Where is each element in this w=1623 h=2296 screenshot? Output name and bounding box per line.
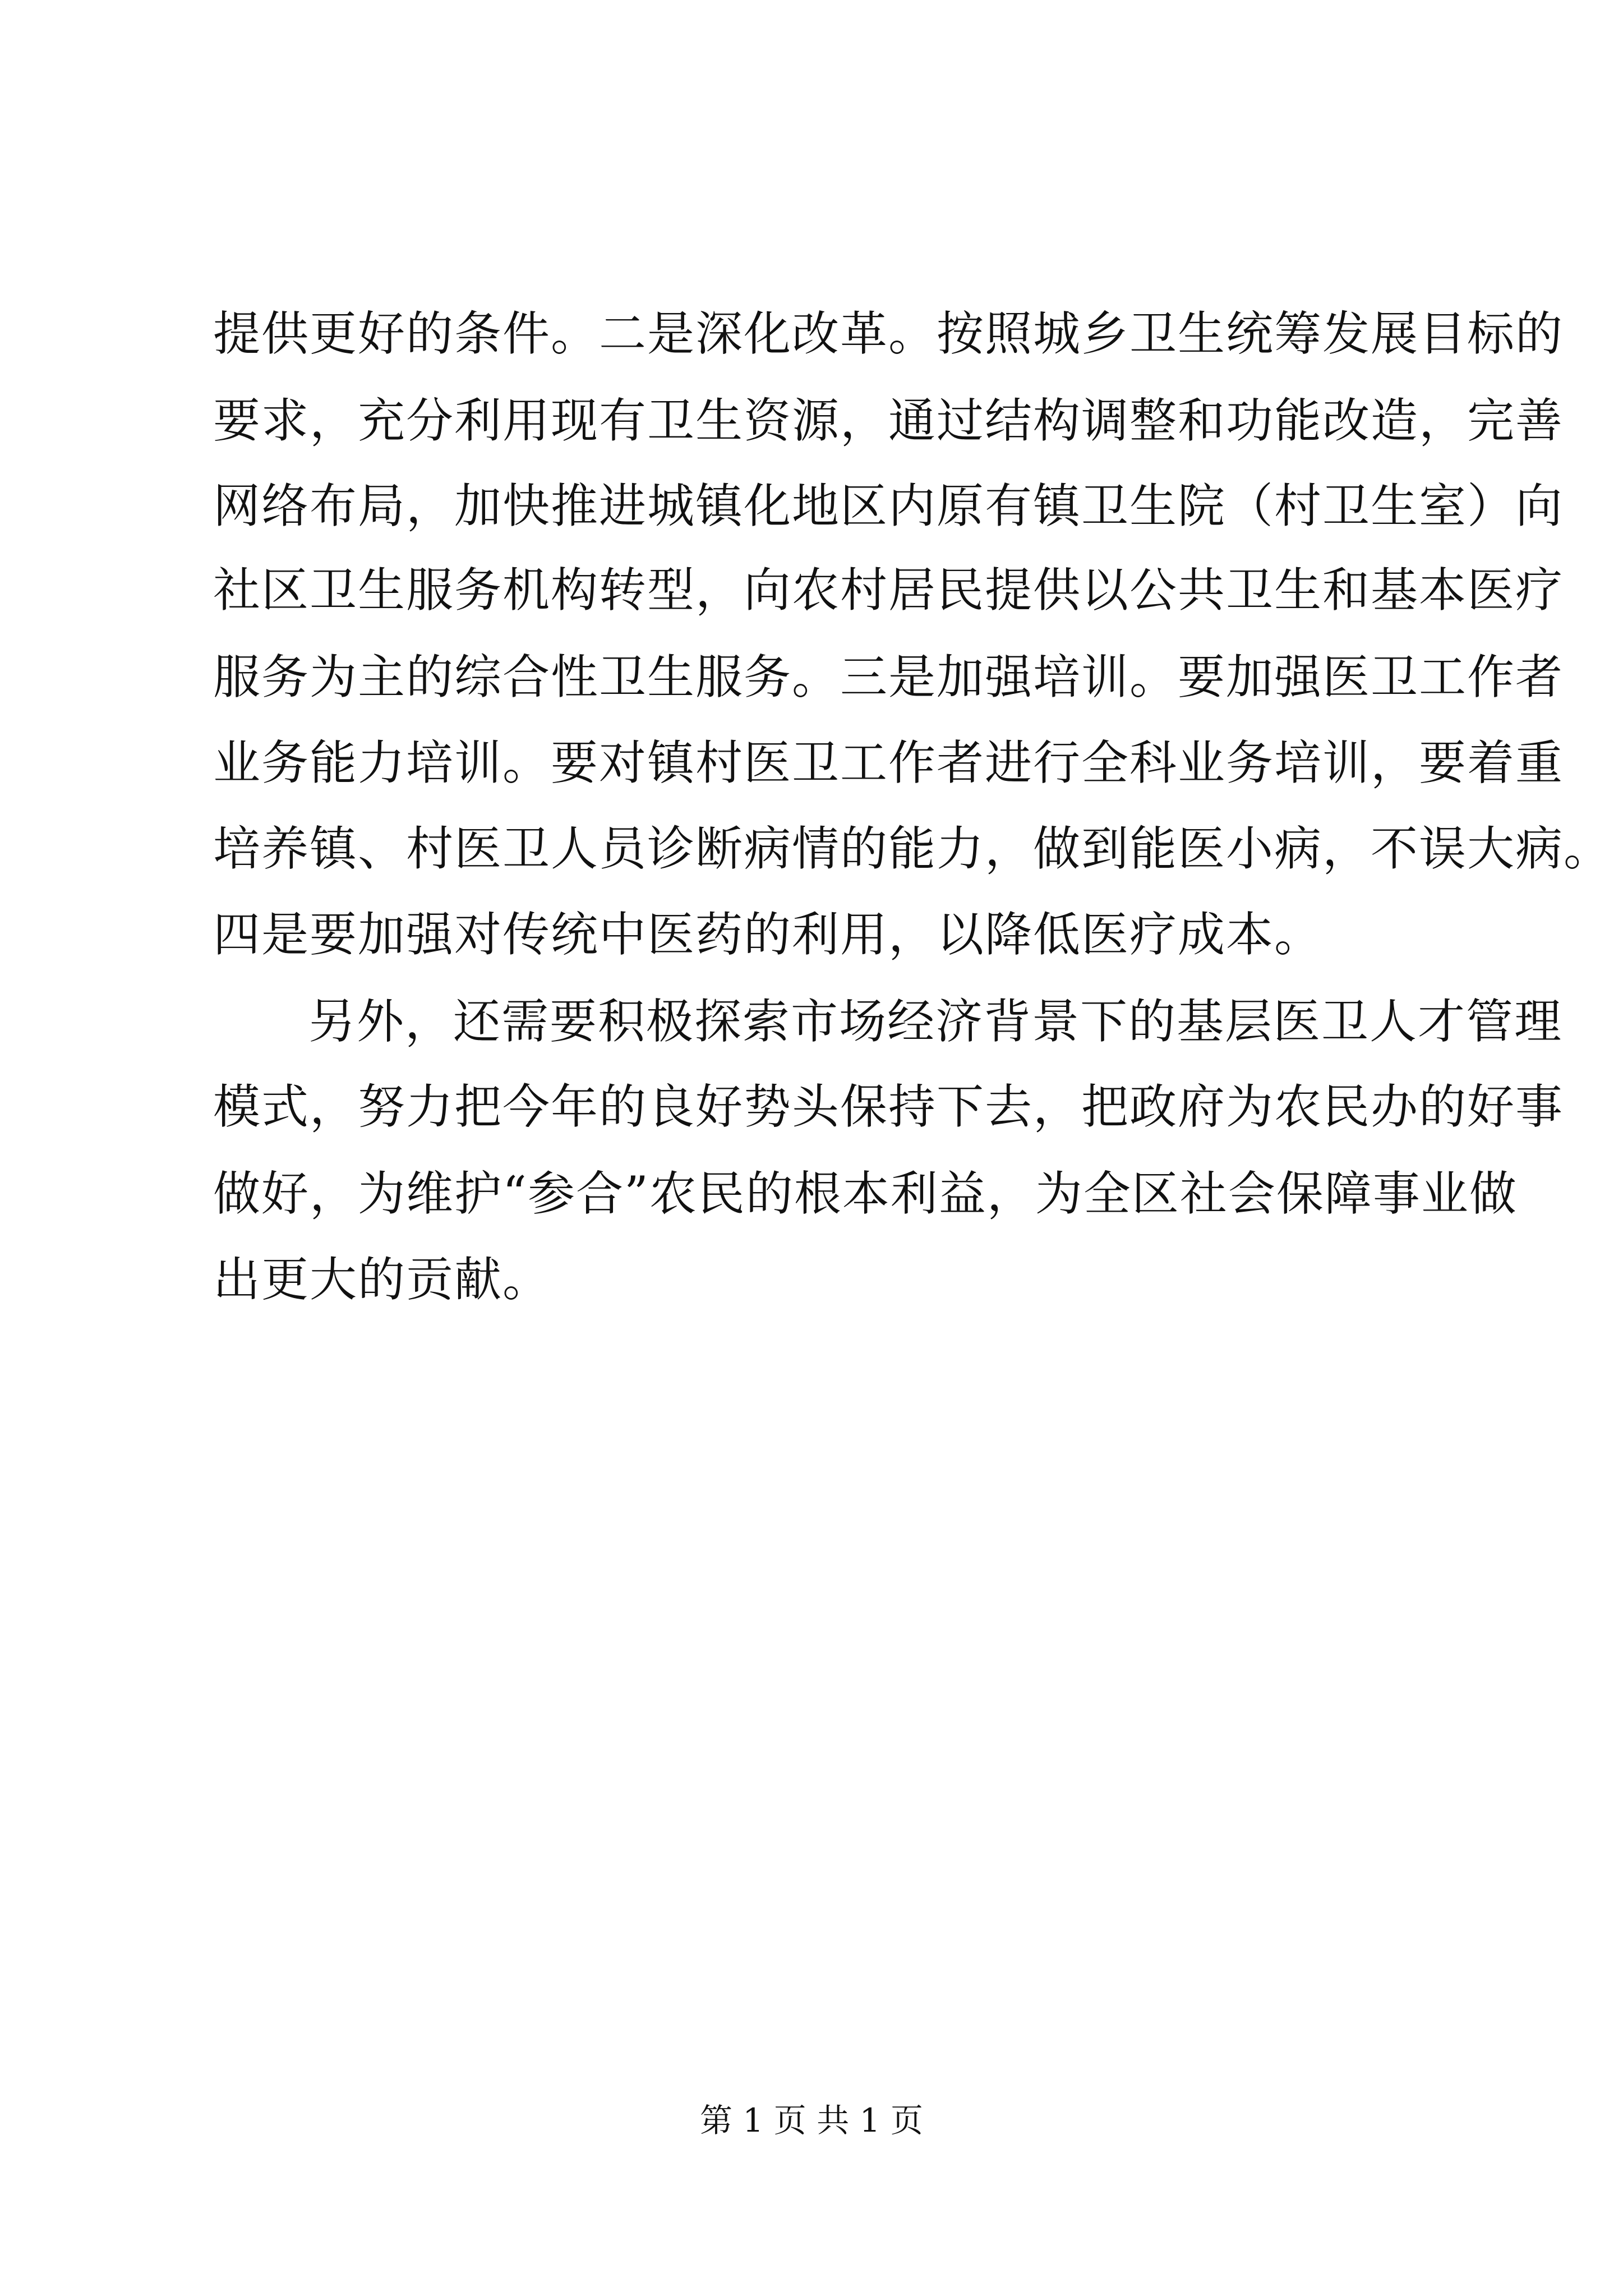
text-line: 做好，为维护“参合”农民的根本利益，为全区社会保障事业做 [213,1166,1518,1221]
text-line: 社区卫生服务机构转型，向农村居民提供以公共卫生和基本医疗 [213,563,1564,618]
text-line: 服务为主的综合性卫生服务。三是加强培训。要加强医卫工作者 [213,650,1564,705]
paragraph-start-line: 另外，还需要积极探索市场经济背景下的基层医卫人才管理 [308,994,1563,1049]
page-footer: 第 1 页 共 1 页 [700,2101,923,2139]
text-line: 四是要加强对传统中医药的利用，以降低医疗成本。 [213,907,1323,962]
text-line: 提供更好的条件。二是深化改革。按照城乡卫生统筹发展目标的 [213,306,1564,361]
text-line: 要求，充分利用现有卫生资源，通过结构调整和功能改造，完善 [213,393,1564,448]
text-line: 业务能力培训。要对镇村医卫工作者进行全科业务培训，要着重 [213,735,1564,790]
text-line: 培养镇、村医卫人员诊断病情的能力，做到能医小病，不误大病。 [213,821,1612,876]
text-line: 网络布局，加快推进城镇化地区内原有镇卫生院（村卫生室）向 [213,478,1564,533]
text-line: 出更大的贡献。 [213,1252,551,1307]
text-line: 模式，努力把今年的良好势头保持下去，把政府为农民办的好事 [213,1079,1564,1134]
